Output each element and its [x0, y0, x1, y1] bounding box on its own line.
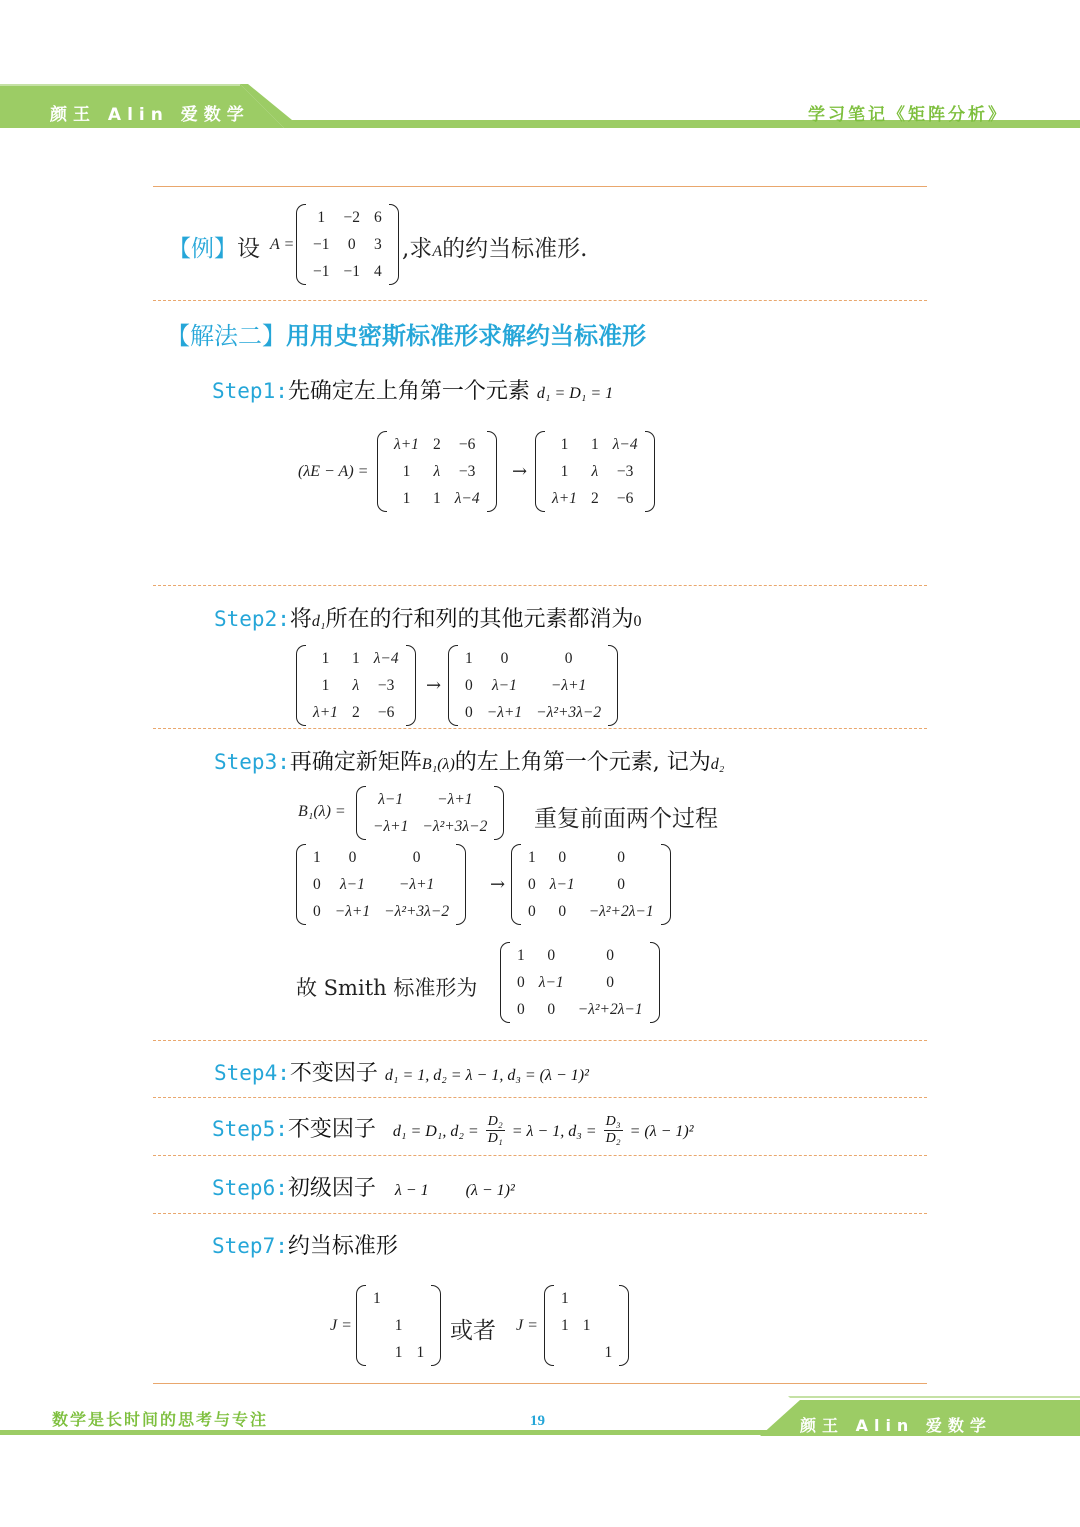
matrix-cell: 2 — [432, 435, 441, 453]
matrix-cell: 0 — [558, 902, 567, 920]
matrix-cell: −λ²+2λ−1 — [577, 1000, 643, 1018]
matrix-cell: 0 — [558, 848, 567, 866]
matrix-cell: −λ+1 — [486, 703, 523, 721]
matrix-cell: −6 — [458, 435, 476, 453]
matrix-cell: λ — [591, 462, 599, 480]
page-number: 19 — [530, 1413, 545, 1429]
bottom-divider — [153, 1383, 927, 1384]
matrix-cell — [598, 1285, 620, 1312]
matrix-cell: 1 — [604, 1343, 613, 1361]
step5-frac-1: $\frac{\text{D₂}}{\text{D₁}}$ — [487, 1113, 503, 1146]
matrix-cell: −λ²+2λ−1 — [588, 902, 654, 920]
matrix-cell: 2 — [351, 703, 360, 721]
step2-matrix-2 — [448, 645, 618, 726]
matrix-cell: 1 — [416, 1343, 425, 1361]
matrix-cell: 0 — [517, 973, 525, 991]
m-s1a-table — [387, 431, 487, 512]
matrix-cell: −λ²+3λ−2 — [422, 817, 488, 835]
step6-factor-1: λ − 1 — [394, 1182, 429, 1199]
step1-math: d₁ = D₁ = 1 — [536, 385, 614, 402]
matrix-cell: 1 — [528, 848, 536, 866]
matrix-cell: −λ+1 — [334, 902, 371, 920]
step1-text: 先确定左上角第一个元素 — [287, 379, 530, 404]
example-line — [168, 230, 260, 263]
matrix-cell: 0 — [547, 1000, 556, 1018]
divider-5 — [153, 1097, 927, 1098]
step4-label: Step4: — [214, 1061, 290, 1085]
matrix-cell: λ−4 — [454, 489, 480, 507]
matrix-cell — [388, 1285, 410, 1312]
matrix-cell: 1 — [465, 649, 473, 667]
divider-3 — [153, 728, 927, 729]
m-s1b-table — [545, 431, 645, 512]
step5-frac-2: $\frac{\text{D₃}}{\text{D₂}}$ — [605, 1113, 621, 1146]
matrix-cell: −λ+1 — [550, 676, 587, 694]
matrix-cell: 1 — [517, 946, 525, 964]
matrix-cell: 0 — [347, 235, 356, 253]
step2-label: Step2: — [214, 607, 290, 631]
matrix-cell: 1 — [560, 435, 569, 453]
divider-6 — [153, 1155, 927, 1156]
matrix-cell: λ−4 — [612, 435, 638, 453]
step4-line: Step4:不变因子 d₁ = 1, d₂ = λ − 1, d₃ = (λ − 1)² — [214, 1061, 589, 1086]
matrix-cell: −λ+1 — [373, 817, 409, 835]
matrix-cell: −1 — [313, 262, 330, 280]
matrix-cell: −6 — [377, 703, 395, 721]
divider-4 — [153, 1040, 927, 1041]
step3-label: Step3: — [214, 750, 290, 774]
matrix-cell: −3 — [616, 462, 634, 480]
matrix-cell: 0 — [517, 1000, 525, 1018]
example-post: ,求A的约当标准形. — [402, 236, 588, 262]
step7-line: Step7:约当标准形 — [212, 1234, 398, 1259]
matrix-cell — [410, 1312, 432, 1339]
example-tag: 【例】 — [168, 236, 237, 262]
step5-line: Step5:不变因子 d₁ = D₁, d₂ = $\frac{\text{D₂}}{\text{D₁}}$ = λ − 1, d₃ = $\frac{\text{D₃}}{\text{D₂}}$ = (λ − 1)² — [212, 1113, 694, 1146]
step4-math: d₁ = 1, d₂ = λ − 1, d₃ = (λ − 1)² — [384, 1067, 589, 1084]
matrix-cell: −λ²+3λ−2 — [536, 703, 602, 721]
matrix-cell: λ−1 — [538, 973, 564, 991]
matrix-cell: 1 — [432, 489, 441, 507]
matrix-cell: 0 — [564, 649, 573, 667]
matrix-cell: 0 — [348, 848, 357, 866]
matrix-cell: −6 — [616, 489, 634, 507]
matrix-cell: λ — [352, 676, 360, 694]
step7-or: 或者 — [450, 1318, 496, 1344]
matrix-cell: λ+1 — [394, 435, 419, 453]
matrix-cell: −1 — [343, 262, 360, 280]
matrix-cell: 0 — [606, 973, 615, 991]
matrix-cell: 1 — [590, 435, 599, 453]
matrix-cell: −λ+1 — [437, 790, 473, 808]
step6-line: Step6:初级因子 λ − 1 (λ − 1)² — [212, 1176, 515, 1201]
step3-matrix-1 — [296, 844, 466, 925]
matrix-cell: λ−1 — [378, 790, 404, 808]
step3-matrix-2 — [511, 844, 671, 925]
step2-matrix-1 — [296, 645, 416, 726]
example-var: A = — [270, 236, 295, 253]
step7-label: Step7: — [212, 1234, 288, 1258]
step1-matrix-2 — [535, 431, 655, 512]
matrix-cell: 3 — [374, 235, 382, 253]
m-s2a-table — [306, 645, 406, 726]
divider-7 — [153, 1213, 927, 1214]
matrix-cell: 1 — [561, 1316, 569, 1334]
matrix-cell: 1 — [351, 649, 360, 667]
m-s3c-table — [521, 844, 661, 925]
matrix-cell: λ+1 — [313, 703, 338, 721]
matrix-cell — [410, 1285, 432, 1312]
step7-lhs-2: J = — [516, 1317, 538, 1334]
step1-matrix-1 — [377, 431, 497, 512]
step6-factor-2: (λ − 1)² — [465, 1182, 515, 1199]
method-tag: 【解法二】 — [166, 322, 286, 350]
example-matrix — [296, 204, 399, 285]
matrix-cell: 0 — [528, 875, 536, 893]
m-ex-table — [306, 204, 389, 285]
matrix-cell: λ−1 — [549, 875, 575, 893]
matrix-cell: λ−4 — [373, 649, 399, 667]
matrix-cell — [366, 1339, 388, 1366]
example-pre: 设 — [237, 236, 260, 262]
smith-label: 故 Smith 标准形为 — [296, 976, 478, 1000]
jordan-matrix-2 — [544, 1285, 629, 1366]
matrix-cell: 1 — [373, 1289, 381, 1307]
matrix-cell: 1 — [317, 208, 326, 226]
matrix-cell: −3 — [458, 462, 476, 480]
matrix-cell: 0 — [313, 875, 321, 893]
matrix-cell: 1 — [560, 462, 569, 480]
step3-lhs: B₁(λ) = — [298, 803, 346, 820]
step3-arrow: → — [490, 874, 506, 895]
matrix-cell — [598, 1312, 620, 1339]
matrix-cell — [576, 1285, 598, 1312]
matrix-cell: 0 — [606, 946, 615, 964]
matrix-cell — [576, 1339, 598, 1366]
m-s3a-table — [306, 844, 456, 925]
footer-motto: 数学是长时间的思考与专注 — [52, 1410, 269, 1429]
matrix-cell: 4 — [374, 262, 382, 280]
header-left-title: 颜王 Alin 爱数学 — [50, 105, 250, 125]
matrix-cell: 0 — [313, 902, 321, 920]
matrix-cell: λ+1 — [552, 489, 577, 507]
matrix-cell: 0 — [500, 649, 509, 667]
matrix-cell: 1 — [394, 1316, 403, 1334]
matrix-cell: 1 — [313, 848, 321, 866]
matrix-cell: −λ+1 — [398, 875, 435, 893]
divider-1 — [153, 300, 927, 301]
matrix-cell: −3 — [377, 676, 395, 694]
matrix-cell: 1 — [321, 649, 330, 667]
matrix-cell: 0 — [465, 676, 473, 694]
method-title: 用用史密斯标准形求解约当标准形 — [286, 321, 646, 350]
footer-brand: 颜王 Alin 爱数学 — [800, 1416, 992, 1435]
step3-line: Step3:再确定新矩阵B₁(λ)的左上角第一个元素, 记为d₂ — [214, 750, 725, 775]
matrix-cell: −1 — [313, 235, 330, 253]
matrix-cell: λ−1 — [339, 875, 365, 893]
matrix-cell: 0 — [465, 703, 473, 721]
step2-line: Step2:将d₁所在的行和列的其他元素都消为0 — [214, 607, 642, 632]
step7-lhs-1: J = — [330, 1317, 352, 1334]
step3-b-matrix — [356, 786, 504, 840]
matrix-cell — [366, 1312, 388, 1339]
matrix-cell: 1 — [394, 1343, 403, 1361]
matrix-cell: 1 — [402, 489, 411, 507]
divider-2 — [153, 585, 927, 586]
matrix-cell: 1 — [321, 676, 330, 694]
matrix-cell: 2 — [590, 489, 599, 507]
top-divider — [153, 186, 927, 187]
m-j2-table — [554, 1285, 619, 1366]
matrix-cell: 0 — [547, 946, 556, 964]
matrix-cell: 0 — [617, 875, 626, 893]
jordan-matrix-1 — [356, 1285, 441, 1366]
matrix-cell: 0 — [528, 902, 536, 920]
step2-arrow: → — [426, 675, 442, 696]
step1-label: Step1: — [212, 379, 288, 403]
smith-matrix — [500, 942, 660, 1023]
step3-repeat: 重复前面两个过程 — [534, 806, 718, 832]
matrix-cell: 1 — [582, 1316, 591, 1334]
method-heading — [166, 316, 646, 351]
m-s2b-table — [458, 645, 608, 726]
m-j1-table — [366, 1285, 431, 1366]
matrix-cell: 1 — [561, 1289, 569, 1307]
matrix-cell: 6 — [374, 208, 382, 226]
step1-line — [212, 374, 613, 405]
step6-label: Step6: — [212, 1176, 288, 1200]
matrix-cell: 0 — [412, 848, 421, 866]
matrix-cell: 1 — [402, 462, 411, 480]
header-right-title: 学习笔记《矩阵分析》 — [808, 105, 1008, 125]
matrix-cell — [554, 1339, 576, 1366]
step1-lhs: (λE − A) = — [298, 463, 369, 480]
matrix-cell: −λ²+3λ−2 — [384, 902, 450, 920]
matrix-cell: λ — [433, 462, 441, 480]
step1-arrow: → — [512, 461, 528, 482]
matrix-cell: λ−1 — [491, 676, 517, 694]
m-smith-table — [510, 942, 650, 1023]
step5-label: Step5: — [212, 1117, 288, 1141]
matrix-cell: 0 — [617, 848, 626, 866]
m-s3b-table — [366, 786, 494, 840]
matrix-cell: −2 — [343, 208, 360, 226]
